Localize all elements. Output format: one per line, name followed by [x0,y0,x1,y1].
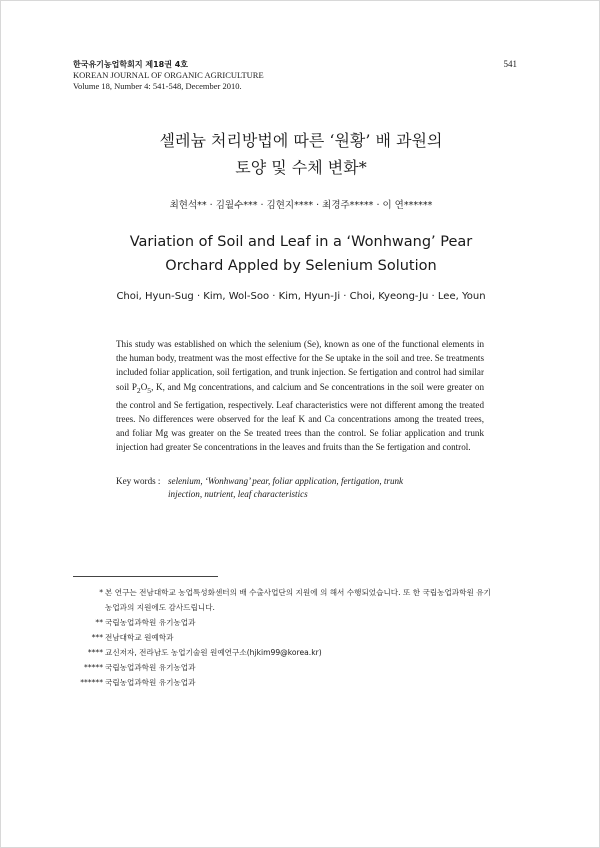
footnote-text: 국립농업과학원 유기농업과 [105,618,196,627]
footnote [73,630,493,645]
abstract-subscript-2: 2 [136,385,141,395]
footnote-marker: ** [95,618,103,627]
footnote [73,645,493,660]
page-number: 541 [503,59,517,69]
journal-name-english: KOREAN JOURNAL OF ORGANIC AGRICULTURE [73,70,264,80]
journal-issue: Volume 18, Number 4: 541-548, December 2010. [73,81,242,91]
footnote-text: 교신저자, 전라남도 농업기술원 원예연구소(hjkim99@korea.kr) [105,648,322,657]
english-title [1,230,600,278]
english-title-line1: Variation of Soil and Leaf in a ‘Wonhwang’ Pear [129,234,473,250]
footnote-divider [73,576,218,577]
english-title-line2: Orchard Appled by Selenium Solution [165,258,437,274]
abstract-text-part2: , K, and Mg concentrations, and calcium and Se concentrations in the soil were greater on the control and Se fertigation, respectively. Leaf characteristics were not different among the treated trees. No differences were observed for the leaf K and Ca concentrations among the treated trees, and foliar Mg was greater on the Se treated trees than the control. Se foliar application and trunk injection had greater Se concentrations in the leaves and fruits than the Se fertigation and control. [116,381,484,453]
journal-name-korean: 한국유기농업학회지 제18권 4호 [73,60,189,69]
abstract-subscript-5: 5 [147,385,152,395]
korean-title [1,127,600,181]
korean-authors: 최현석** · 김월수*** · 김현지**** · 최경주***** · 이 연****** [169,200,433,211]
footnote-text: 국립농업과학원 유기농업과 [105,663,196,672]
english-authors: Choi, Hyun-Sug · Kim, Wol-Soo · Kim, Hyun-Ji · Choi, Kyeong-Ju · Lee, Youn [116,291,486,302]
journal-header [73,59,264,92]
footnote-text: 전남대학교 원예학과 [105,633,174,642]
abstract [116,337,484,454]
footnotes [73,585,493,690]
footnote [73,585,493,615]
footnote [73,660,493,675]
keywords-value: selenium, ‘Wonhwang’ pear, foliar application, fertigation, trunk injection, nutrient, leaf characteristics [168,476,404,499]
footnote-text: 본 연구는 전남대학교 농업특성화센터의 배 수출사업단의 지원에 의 해서 수행되었습니다. 또 한 국립농업과학원 유기농업과의 지원에도 감사드립니다. [105,588,491,612]
keywords-label: Key words : [116,476,161,486]
footnote-marker: *** [91,633,103,642]
footnote-marker: ****** [80,678,103,687]
footnote-marker: **** [87,648,103,657]
korean-title-line2: 토양 및 수체 변화* [235,158,367,177]
korean-title-line1: 셀레늄 처리방법에 따른 ‘원황’ 배 과원의 [159,131,443,150]
abstract-text-part1: This study was established on which the selenium (Se), known as one of the functional elements in the human body, treatment was the most effective for the Se uptake in the soil and tree. Se treatments included foliar application, soil fertigation, and trunk injection. Se fertigation and control had similar soil P [116,339,484,392]
footnote-text: 국립농업과학원 유기농업과 [105,678,196,687]
footnote-marker: ***** [84,663,103,672]
footnote [73,615,493,630]
footnote [73,675,493,690]
abstract-text-o: O [140,381,148,392]
footnote-marker: * [99,588,103,597]
keywords [116,475,416,501]
